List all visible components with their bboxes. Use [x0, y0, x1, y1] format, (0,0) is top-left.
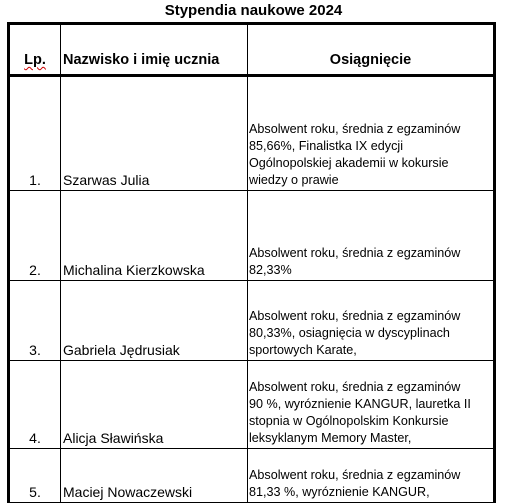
row-name: Michalina Kierzkowska — [61, 191, 248, 281]
document-title: Stypendia naukowe 2024 — [164, 2, 343, 19]
row-name: Alicja Sławińska — [61, 361, 248, 449]
row-achievement: Absolwent roku, średnia z egzaminów 85,66%, Finalistka IX edycji Ogólnopolskiej akademii w kokursie wiedzy o prawie — [248, 76, 495, 191]
row-achievement: Absolwent roku, średnia z egzaminów 82,33% — [248, 191, 495, 281]
header-lp: Lp. — [9, 24, 61, 76]
header-row — [9, 24, 495, 76]
table-row — [9, 361, 495, 449]
row-achievement: Absolwent roku, średnia z egzaminów 80,33%, osiagnięcia w dyscyplinach sportowych Karate, — [248, 281, 495, 361]
table-row — [9, 281, 495, 361]
table-row — [9, 76, 495, 191]
table-row — [9, 449, 495, 503]
row-achievement: Absolwent roku, średnia z egzaminów 90 %, wyróznienie KANGUR, lauretka II stopnia w Ogólnopolskim Konkursie leksyklanym Memory Master, — [248, 361, 495, 449]
row-achievement: Absolwent roku, średnia z egzaminów 81,33 %, wyróznienie KANGUR, — [248, 449, 495, 503]
row-name: Szarwas Julia — [61, 76, 248, 191]
row-name: Maciej Nowaczewski — [61, 449, 248, 503]
row-lp: 2. — [9, 191, 61, 281]
header-name: Nazwisko i imię ucznia — [61, 24, 248, 76]
row-lp: 5. — [9, 449, 61, 503]
header-achievement: Osiągnięcie — [248, 24, 495, 76]
row-lp: 1. — [9, 76, 61, 191]
row-lp: 3. — [9, 281, 61, 361]
row-lp: 4. — [9, 361, 61, 449]
scholarship-table — [7, 22, 496, 503]
row-name: Gabriela Jędrusiak — [61, 281, 248, 361]
table-row — [9, 191, 495, 281]
